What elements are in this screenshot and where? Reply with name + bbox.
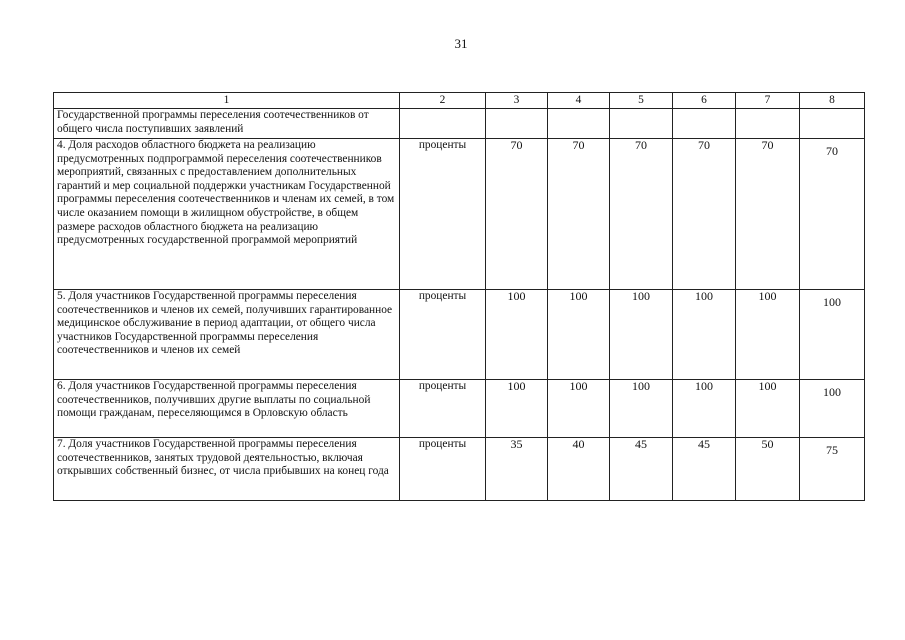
unit-cell: проценты xyxy=(400,438,486,501)
unit-cell: проценты xyxy=(400,380,486,438)
value-cell: 100 xyxy=(800,380,865,438)
table-row xyxy=(54,380,865,438)
value-cell: 100 xyxy=(486,380,548,438)
header-cell: 7 xyxy=(736,93,800,109)
value-cell: 100 xyxy=(486,290,548,380)
value-cell: 40 xyxy=(548,438,610,501)
value-cell: 100 xyxy=(736,380,800,438)
indicator-description: Государственной программы переселения соотечественников от общего числа поступивших заявлений xyxy=(54,109,400,139)
value-cell: 100 xyxy=(548,380,610,438)
header-cell: 2 xyxy=(400,93,486,109)
value-cell: 100 xyxy=(610,380,673,438)
value-cell: 70 xyxy=(673,139,736,290)
header-cell: 6 xyxy=(673,93,736,109)
value-cell: 45 xyxy=(610,438,673,501)
value-cell: 100 xyxy=(548,290,610,380)
value-cell: 70 xyxy=(548,139,610,290)
value-cell: 70 xyxy=(800,139,865,290)
value-cell: 100 xyxy=(736,290,800,380)
empty-cell xyxy=(800,109,865,139)
table-row xyxy=(54,139,865,290)
value-cell: 100 xyxy=(673,380,736,438)
table-row xyxy=(54,290,865,380)
empty-cell xyxy=(400,109,486,139)
empty-cell xyxy=(673,109,736,139)
value-cell: 75 xyxy=(800,438,865,501)
value-cell: 45 xyxy=(673,438,736,501)
unit-cell: проценты xyxy=(400,139,486,290)
unit-cell: проценты xyxy=(400,290,486,380)
page-number: 31 xyxy=(454,36,468,51)
empty-cell xyxy=(548,109,610,139)
table-row xyxy=(54,438,865,501)
indicator-description: 6. Доля участников Государственной программы переселения соотечественников, получивших другие выплаты по социальной помощи гражданам, переселяющимся в Орловскую область xyxy=(54,380,400,438)
value-cell: 100 xyxy=(610,290,673,380)
indicator-table xyxy=(53,92,865,501)
indicator-description: 4. Доля расходов областного бюджета на реализацию предусмотренных подпрограммой переселения соотечественников мероприятий, связанных с предоставлением дополнительных гарантий и мер социальной поддержки участникам Государственной программы переселения соотечественников и членам их семей, в том числе оказанием помощи в жилищном обустройстве, в общем размере расходов областного бюджета на реализацию предусмотренных государственной программой мероприятий xyxy=(54,139,400,290)
header-cell: 8 xyxy=(800,93,865,109)
header-cell: 4 xyxy=(548,93,610,109)
empty-cell xyxy=(610,109,673,139)
value-cell: 50 xyxy=(736,438,800,501)
empty-cell xyxy=(736,109,800,139)
header-row xyxy=(54,93,865,109)
header-cell: 3 xyxy=(486,93,548,109)
value-cell: 100 xyxy=(673,290,736,380)
indicator-description: 5. Доля участников Государственной программы переселения соотечественников и членов их семей, получивших гарантированное медицинское обслуживание в период адаптации, от общего числа участников Государственной программы переселения соотечественников и членов их семей xyxy=(54,290,400,380)
value-cell: 70 xyxy=(736,139,800,290)
empty-cell xyxy=(486,109,548,139)
value-cell: 35 xyxy=(486,438,548,501)
indicator-description: 7. Доля участников Государственной программы переселения соотечественников, занятых трудовой деятельностью, включая открывших собственный бизнес, от числа прибывших на конец года xyxy=(54,438,400,501)
header-cell: 1 xyxy=(54,93,400,109)
header-cell: 5 xyxy=(610,93,673,109)
value-cell: 100 xyxy=(800,290,865,380)
value-cell: 70 xyxy=(486,139,548,290)
table-row xyxy=(54,109,865,139)
value-cell: 70 xyxy=(610,139,673,290)
